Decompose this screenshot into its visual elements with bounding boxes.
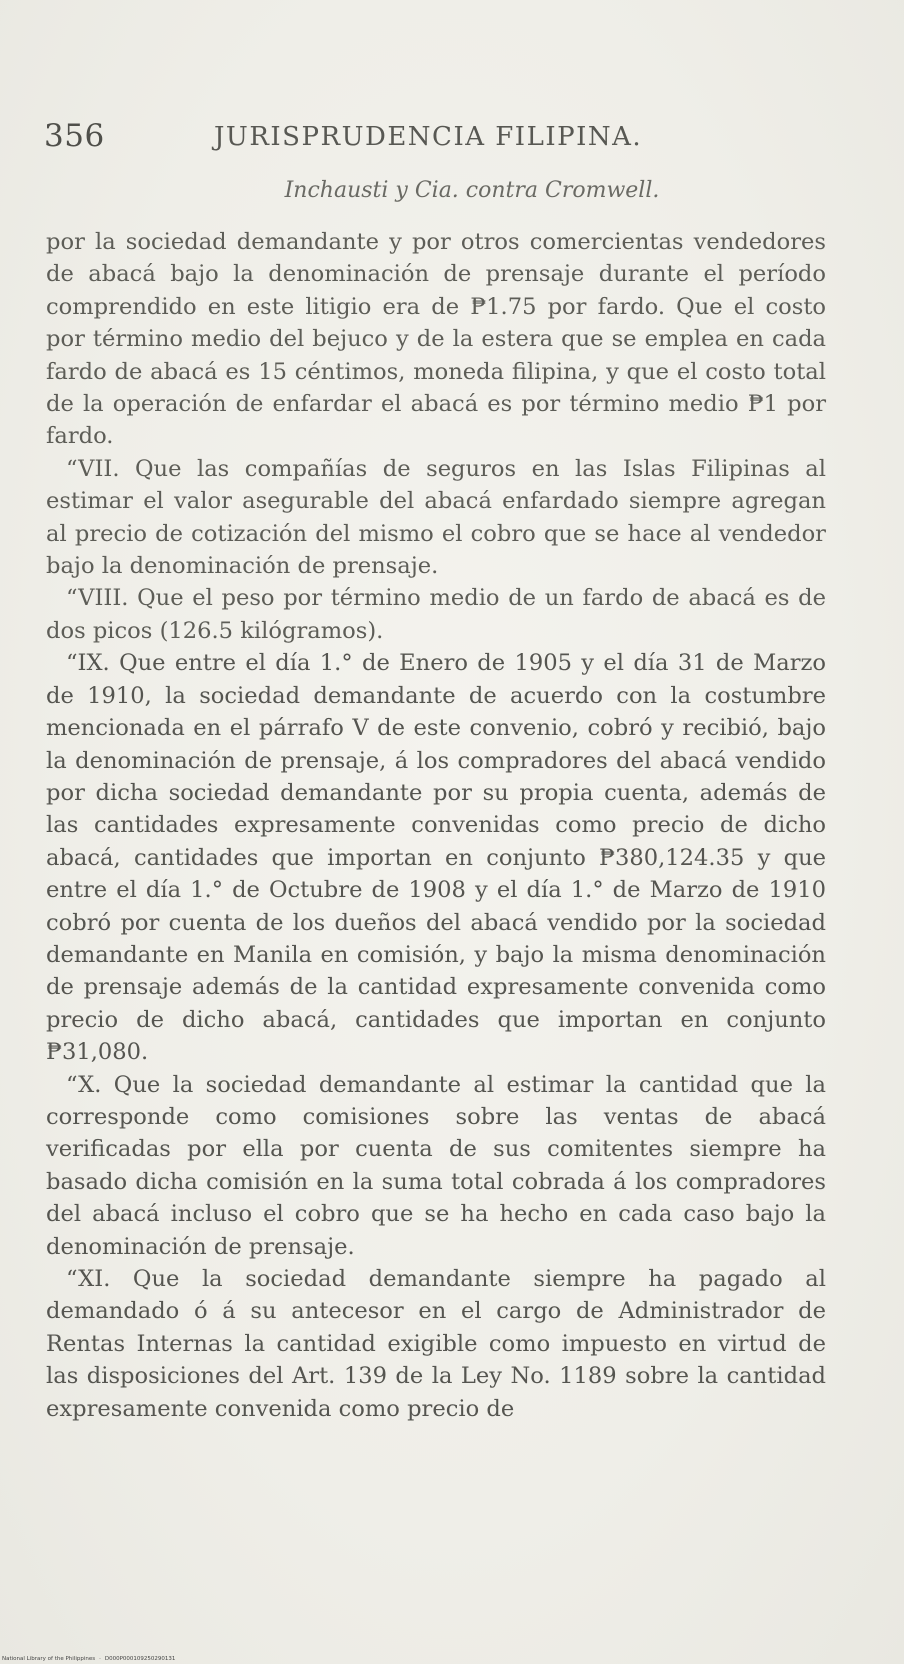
library-name: National Library of the Philippines (2, 1656, 96, 1662)
scan-footer: National Library of the Philippines · D000P000109250290131 (2, 1656, 176, 1662)
case-subtitle: Inchausti y Cia. contra Cromwell. (284, 178, 660, 203)
paragraph: por la sociedad demandante y por otros comercientas vendedores de abacá bajo la denominación de prensaje durante el período comprendido en este litigio era de ₱1.75 por fardo. Que el costo por término medio del bejuco y de la estera que se emplea en cada fardo de abacá es 15 céntimos, moneda filipina, y que el costo total de la operación de enfardar el abacá es por término medio ₱1 por fardo. (46, 229, 826, 450)
body-text (46, 226, 826, 1425)
page-header (44, 118, 824, 162)
scan-code: D000P000109250290131 (104, 1656, 176, 1662)
paragraph: “IX. Que entre el día 1.° de Enero de 1905 y el día 31 de Marzo de 1910, la sociedad demandante de acuerdo con la costumbre mencionada en el párrafo V de este convenio, cobró y recibió, bajo la denominación de prensaje, á los compradores del abacá vendido por dicha sociedad demandante por su propia cuenta, además de las cantidades expresamente convenidas como precio de dicho abacá, cantidades que importan en conjunto ₱380,124.35 y que entre el día 1.° de Octubre de 1908 y el día 1.° de Marzo de 1910 cobró por cuenta de los dueños del abacá vendido por la sociedad demandante en Manila en comisión, y bajo la misma denominación de prensaje además de la cantidad expresamente convenida como precio de dicho abacá, cantidades que importan en conjunto ₱31,080. (46, 650, 826, 1066)
running-title: JURISPRUDENCIA FILIPINA. (214, 122, 643, 152)
paragraph: “VII. Que las compañías de seguros en las Islas Filipinas al estimar el valor asegurable del abacá enfardado siempre agregan al precio de cotización del mismo el cobro que se hace al vendedor bajo la denominación de prensaje. (46, 455, 826, 580)
paragraph: “XI. Que la sociedad demandante siempre ha pagado al demandado ó á su antecesor en el cargo de Administrador de Rentas Internas la cantidad exigible como impuesto en virtud de las disposiciones del Art. 139 de la Ley No. 1189 sobre la cantidad expresamente convenida como precio de (46, 1266, 826, 1422)
page-number: 356 (44, 118, 105, 154)
paragraph: “VIII. Que el peso por término medio de un fardo de abacá es de dos picos (126.5 kilógramos). (46, 585, 826, 644)
paragraph: “X. Que la sociedad demandante al estimar la cantidad que la corresponde como comisiones sobre las ventas de abacá verificadas por ella por cuenta de sus comitentes siempre ha basado dicha comisión en la suma total cobrada á los compradores del abacá incluso el cobro que se ha hecho en cada caso bajo la denominación de prensaje. (46, 1071, 826, 1260)
